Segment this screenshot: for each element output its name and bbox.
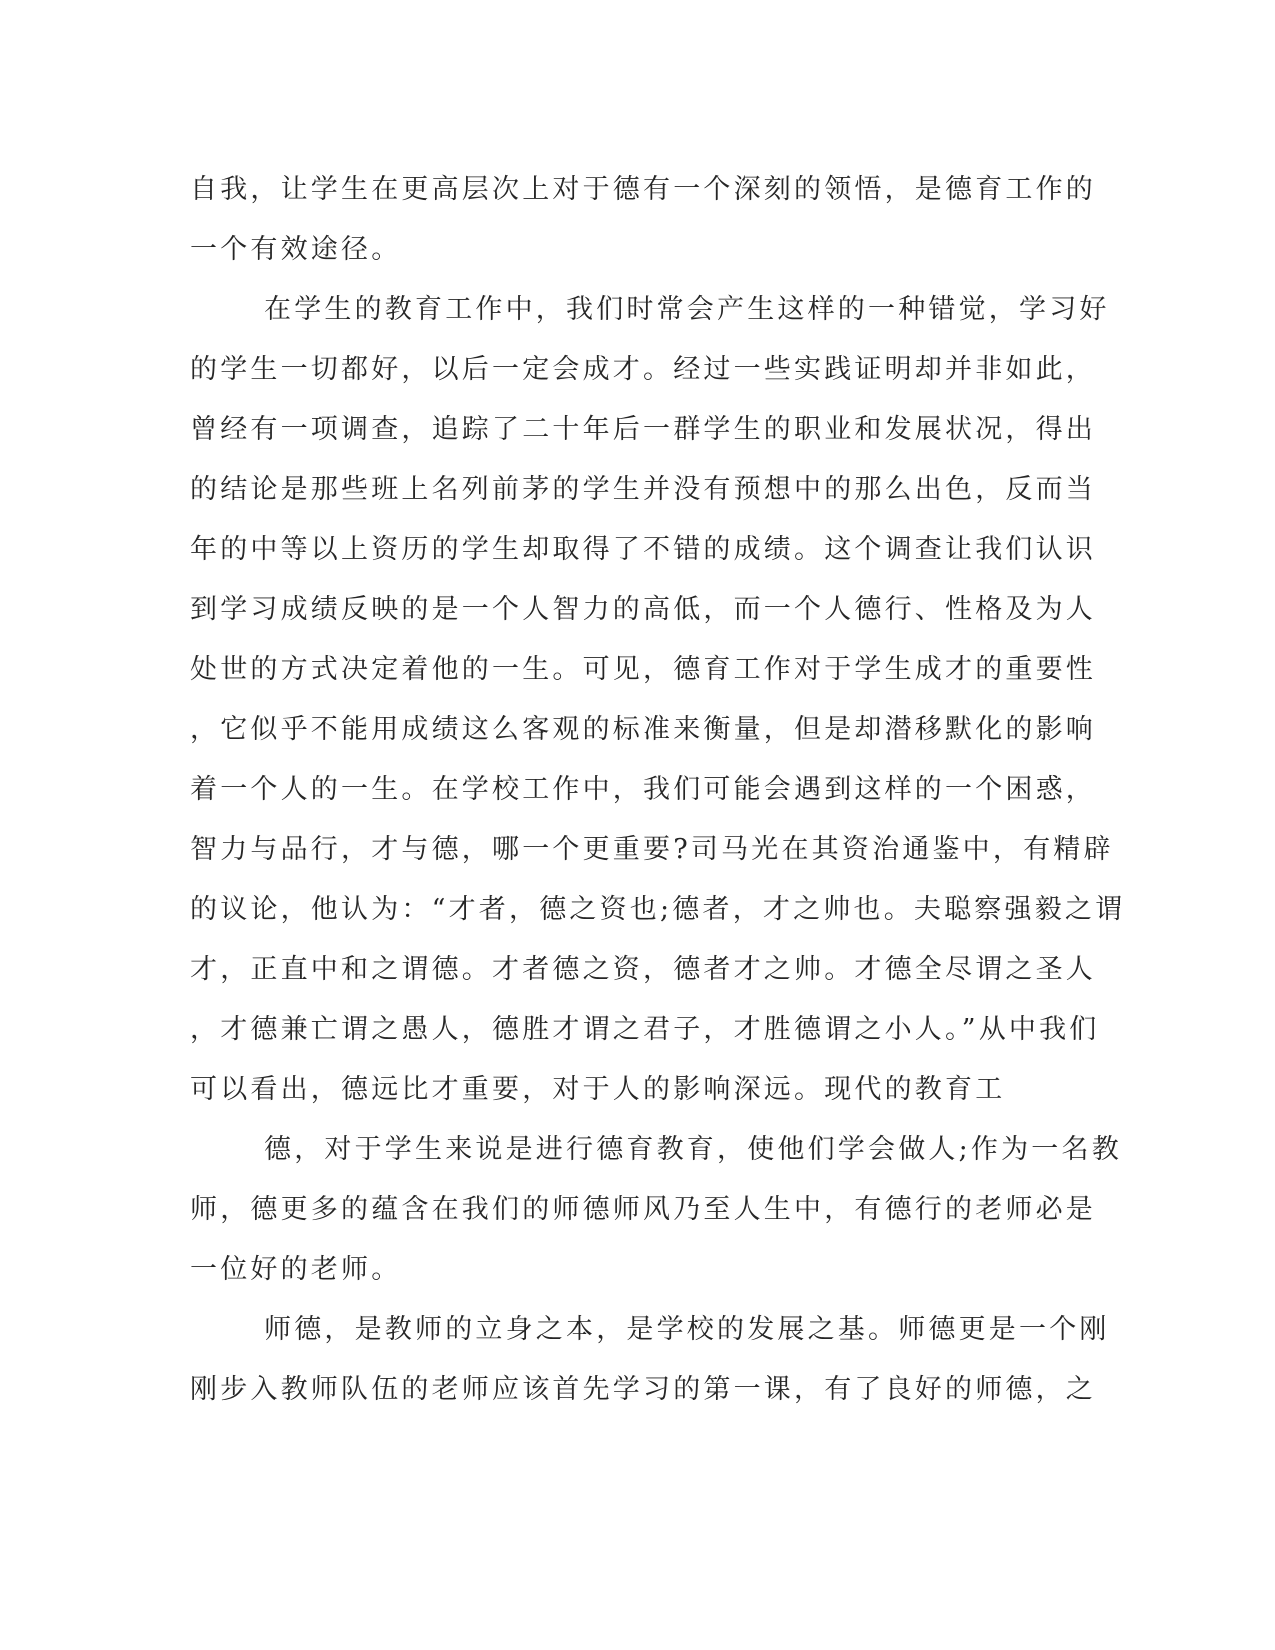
text-line: 到学习成绩反映的是一个人智力的高低，而一个人德行、性格及为人: [190, 594, 1096, 625]
text-line: 一位好的老师。: [190, 1254, 402, 1285]
paragraph-start-line: 师德，是教师的立身之本，是学校的发展之基。师德更是一个刚: [264, 1314, 1110, 1345]
paragraph-start-line: 在学生的教育工作中，我们时常会产生这样的一种错觉，学习好: [264, 294, 1110, 325]
text-line: 刚步入教师队伍的老师应该首先学习的第一课，有了良好的师德，之: [190, 1374, 1096, 1405]
text-line: 年的中等以上资历的学生却取得了不错的成绩。这个调查让我们认识: [190, 534, 1096, 565]
text-line: 可以看出，德远比才重要，对于人的影响深远。现代的教育工: [190, 1074, 1006, 1105]
text-line: 自我，让学生在更高层次上对于德有一个深刻的领悟，是德育工作的: [190, 174, 1096, 205]
paragraph-start-line: 德，对于学生来说是进行德育教育，使他们学会做人;作为一名教: [264, 1134, 1122, 1165]
text-line: 着一个人的一生。在学校工作中，我们可能会遇到这样的一个困惑，: [190, 774, 1096, 805]
text-line: 的结论是那些班上名列前茅的学生并没有预想中的那么出色，反而当: [190, 474, 1096, 505]
text-line: 处世的方式决定着他的一生。可见，德育工作对于学生成才的重要性: [190, 654, 1096, 685]
text-line: 师，德更多的蕴含在我们的师德师风乃至人生中，有德行的老师必是: [190, 1194, 1096, 1225]
text-line: 曾经有一项调查，追踪了二十年后一群学生的职业和发展状况，得出: [190, 414, 1096, 445]
text-line: ，才德兼亡谓之愚人，德胜才谓之君子，才胜德谓之小人。”从中我们: [190, 1014, 1100, 1045]
body-text: [190, 160, 1126, 1420]
text-line: 的议论，他认为：“才者，德之资也;德者，才之帅也。夫聪察强毅之谓: [190, 894, 1126, 925]
text-line: 智力与品行，才与德，哪一个更重要?司马光在其资治通鉴中，有精辟: [190, 834, 1114, 865]
text-line: 一个有效途径。: [190, 234, 402, 265]
text-line: 的学生一切都好，以后一定会成才。经过一些实践证明却并非如此，: [190, 354, 1096, 385]
text-line: 才，正直中和之谓德。才者德之资，德者才之帅。才德全尽谓之圣人: [190, 954, 1096, 985]
text-line: ，它似乎不能用成绩这么客观的标准来衡量，但是却潜移默化的影响: [190, 714, 1096, 745]
